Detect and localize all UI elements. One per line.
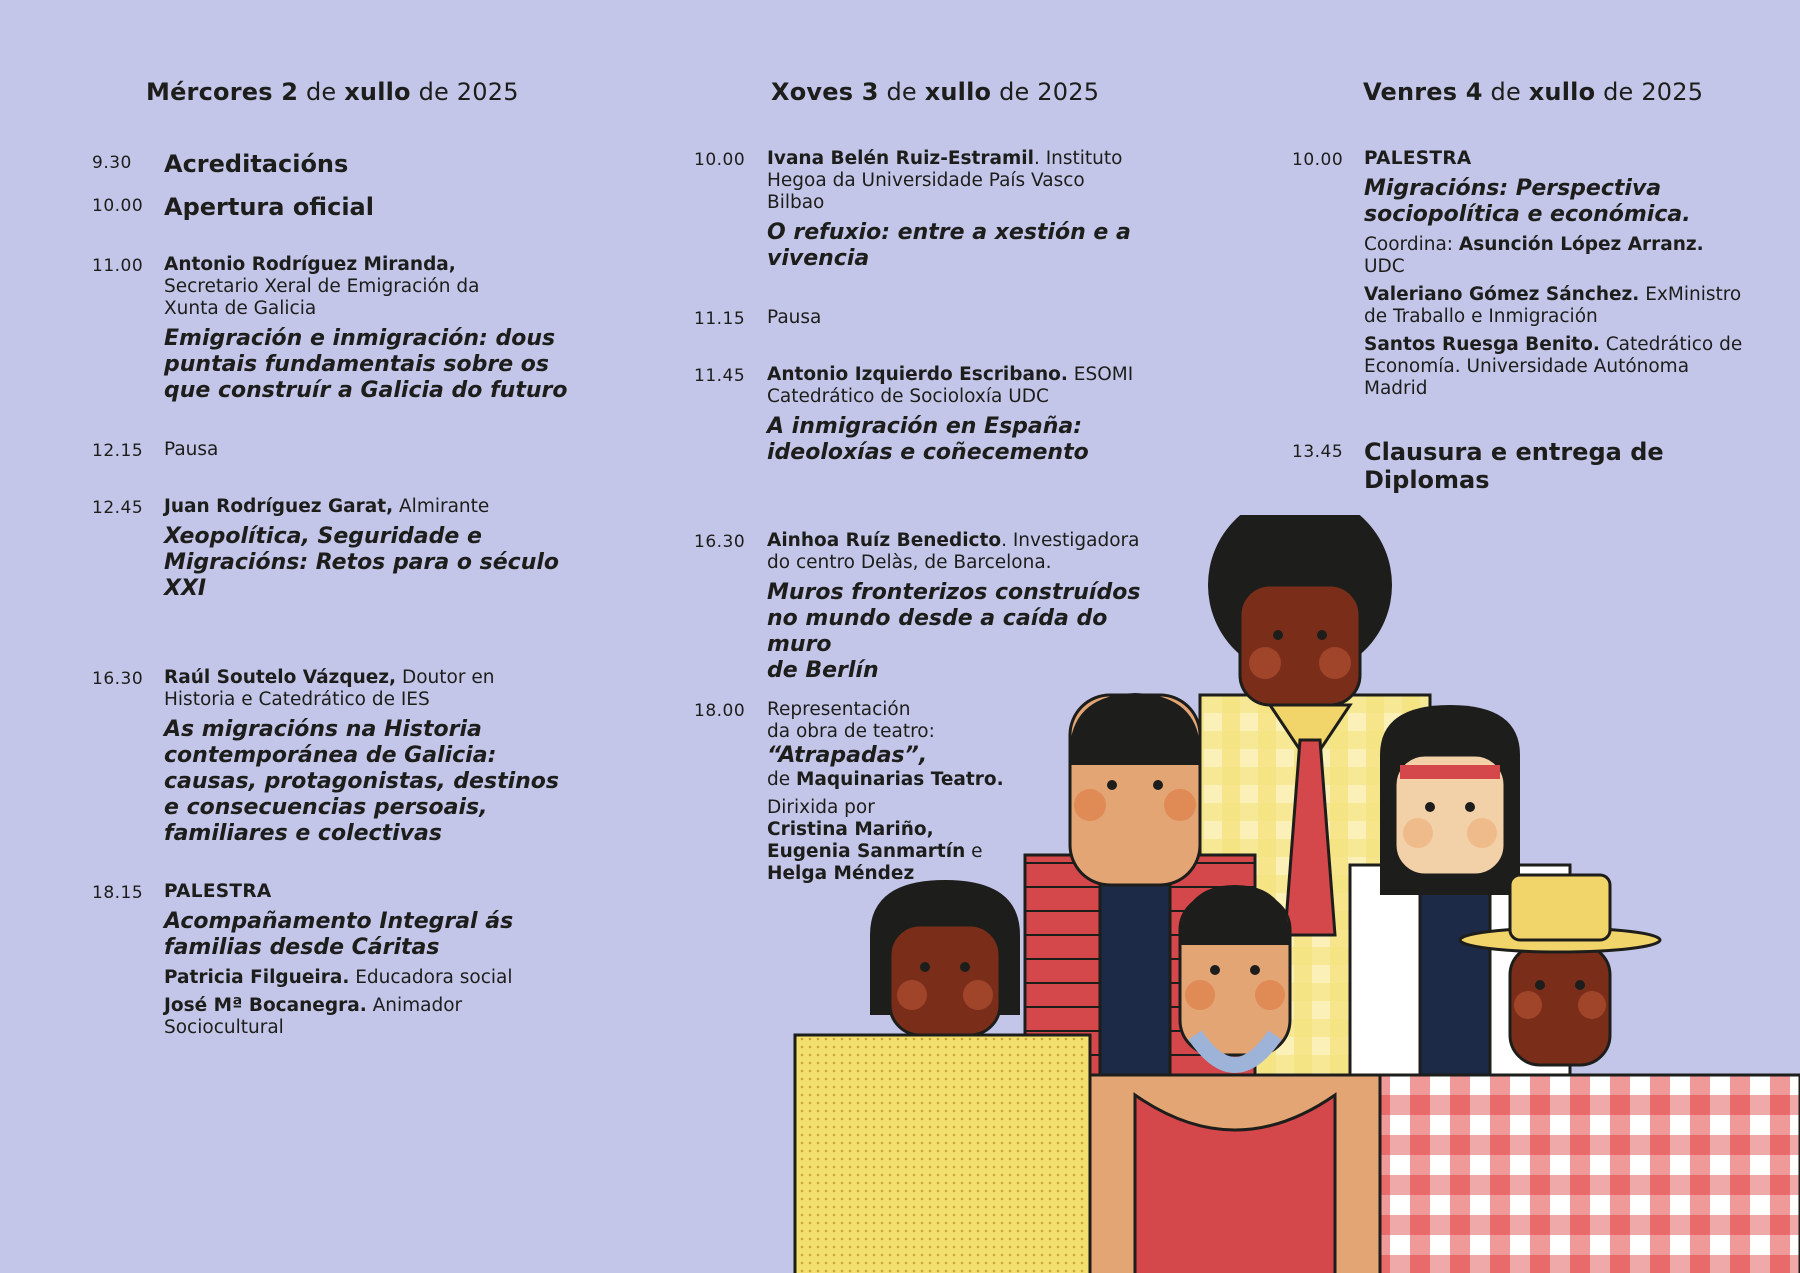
talk-title: As migracións na Historia contemporánea de Galicia: causas, protagonistas, destinos e consecuencias persoais, familiares e colectivas <box>164 717 560 846</box>
panelist: Patricia Filgueira. Educadora social <box>164 967 513 988</box>
entry-text: Pausa <box>164 439 219 460</box>
entry-time: 16.30 <box>694 532 746 552</box>
entry-title: Acreditacións <box>164 150 349 178</box>
talk-title: Migracións: Perspectiva sociopolítica e económica. <box>1364 176 1691 227</box>
talk-title: Emigración e inmigración: dous puntais fundamentais sobre os que construír a Galicia do futuro <box>164 326 568 403</box>
entry-title: Apertura oficial <box>164 193 374 221</box>
day-heading: Venres 4 de xullo de 2025 <box>1363 78 1704 106</box>
play-company: de Maquinarias Teatro. <box>767 769 1004 790</box>
entry-time: 10.00 <box>92 196 144 216</box>
talk-title: Xeopolítica, Seguridade e Migracións: Retos para o século XXI <box>164 524 560 601</box>
panelist: Santos Ruesga Benito. Catedrático de Economía. Universidade Autónoma Madrid <box>1364 334 1743 399</box>
entry-time: 12.45 <box>92 498 144 518</box>
entry-time: 10.00 <box>694 150 746 170</box>
play-directors: Dirixida por Cristina Mariño, Eugenia Sanmartín e Helga Méndez <box>767 797 983 884</box>
coordinator: Coordina: Asunción López Arranz. UDC <box>1364 234 1704 277</box>
entry-time: 10.00 <box>1292 150 1344 170</box>
entry-title: Clausura e entrega de Diplomas <box>1364 438 1664 494</box>
talk-title: A inmigración en España: ideoloxías e coñecemento <box>767 414 1089 465</box>
entry-time: 11.45 <box>694 366 746 386</box>
entry-time: 16.30 <box>92 669 144 689</box>
speaker: Ivana Belén Ruiz-Estramil. Instituto Hegoa da Universidade País Vasco Bilbao <box>767 148 1123 213</box>
speaker: Raúl Soutelo Vázquez, Doutor en Historia e Catedrático de IES <box>164 667 495 710</box>
entry-time: 18.15 <box>92 883 144 903</box>
play-description: Representación da obra de teatro: <box>767 699 935 742</box>
speaker: Antonio Izquierdo Escribano. ESOMI Catedrático de Socioloxía UDC <box>767 364 1134 407</box>
entry-time: 18.00 <box>694 701 746 721</box>
entry-time: 12.15 <box>92 441 144 461</box>
entry-time: 9.30 <box>92 153 132 173</box>
talk-title: Muros fronterizos construídos no mundo desde a caída do muro de Berlín <box>767 580 1141 683</box>
session-kicker: PALESTRA <box>164 881 272 902</box>
speaker: Juan Rodríguez Garat, Almirante <box>164 496 490 517</box>
entry-time: 11.15 <box>694 309 746 329</box>
panelist: Valeriano Gómez Sánchez. ExMinistro de Traballo e Inmigración <box>1364 284 1742 327</box>
day-heading: Mércores 2 de xullo de 2025 <box>146 78 519 106</box>
play-title: “Atrapadas”, <box>767 743 928 768</box>
entry-time: 11.00 <box>92 256 144 276</box>
speaker: Ainhoa Ruíz Benedicto. Investigadora do centro Delàs, de Barcelona. <box>767 530 1140 573</box>
panelist: José Mª Bocanegra. Animador Sociocultural <box>164 995 463 1038</box>
entry-text: Pausa <box>767 307 822 328</box>
session-kicker: PALESTRA <box>1364 148 1472 169</box>
talk-title: Acompañamento Integral ás familias desde Cáritas <box>164 909 514 960</box>
entry-time: 13.45 <box>1292 442 1344 462</box>
speaker: Antonio Rodríguez Miranda, Secretario Xeral de Emigración da Xunta de Galicia <box>164 254 480 319</box>
talk-title: O refuxio: entre a xestión e a vivencia <box>767 220 1131 271</box>
day-heading: Xoves 3 de xullo de 2025 <box>771 78 1100 106</box>
group-of-people-illustration <box>790 515 1800 1273</box>
